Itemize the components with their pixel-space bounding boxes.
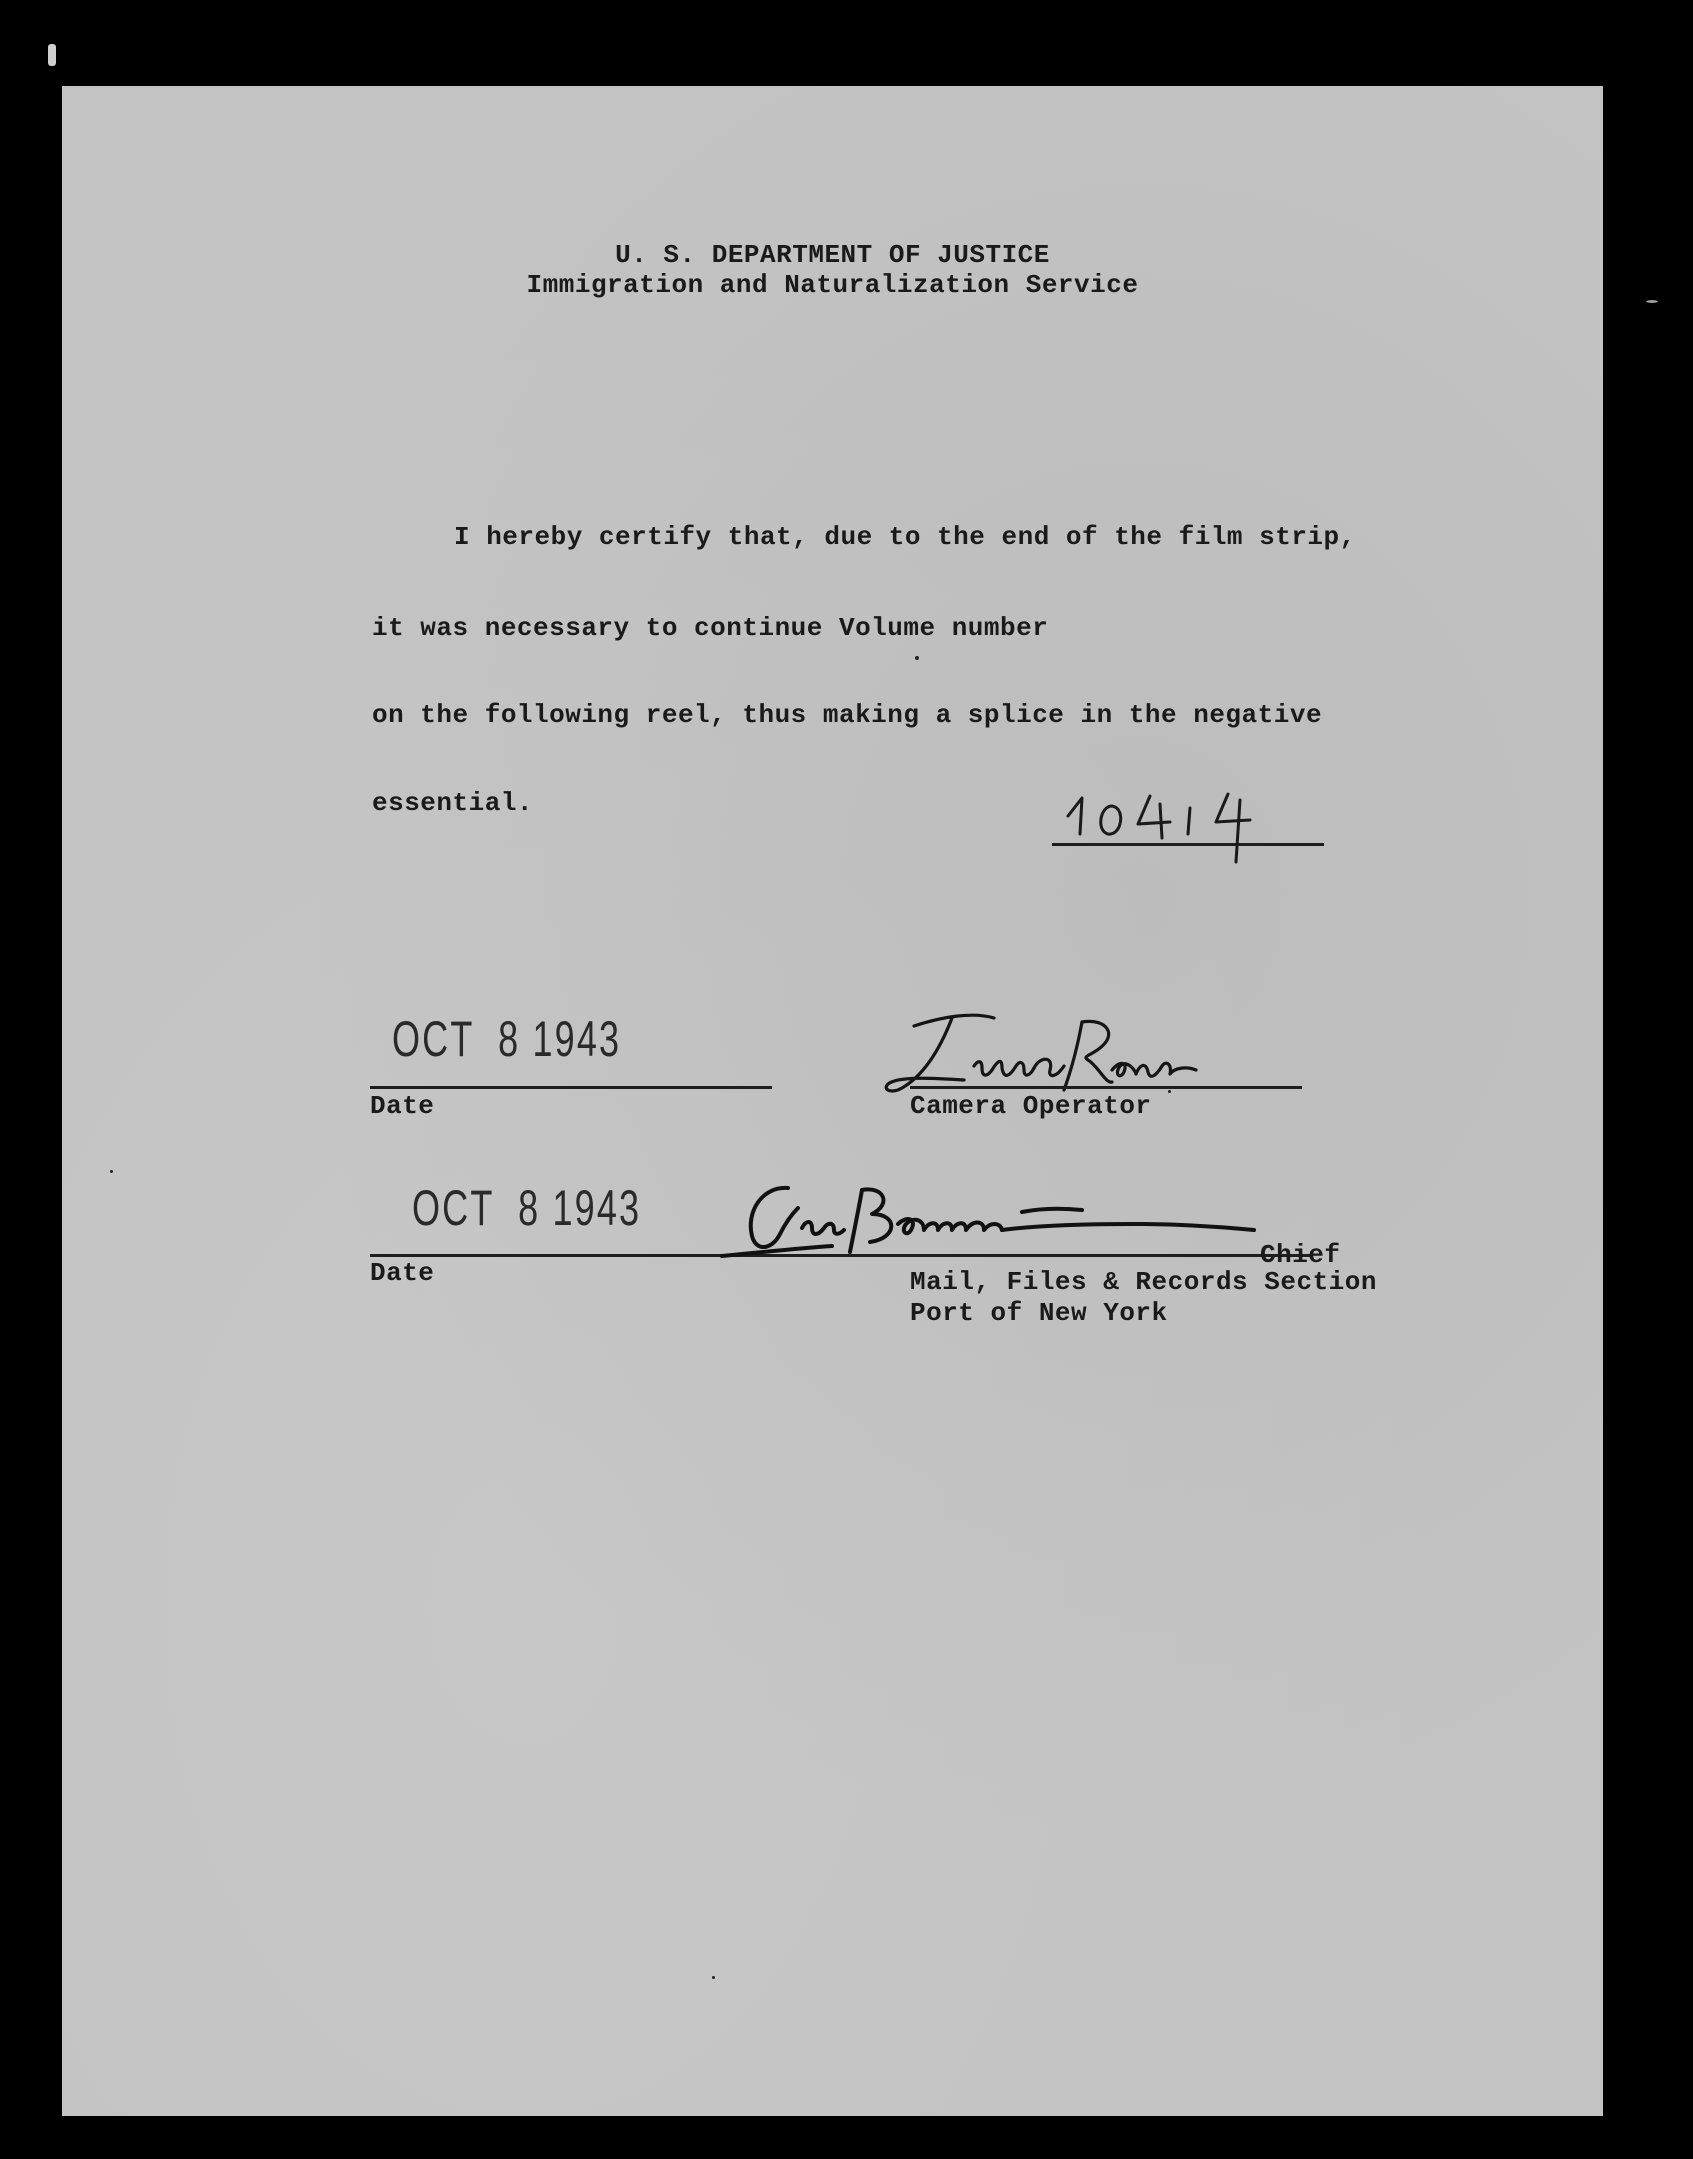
camera-operator-label: Camera Operator: [910, 1091, 1152, 1121]
operator-date-label: Date: [370, 1091, 435, 1121]
chief-department: Mail, Files & Records Section: [910, 1267, 1377, 1297]
agency-title: U. S. DEPARTMENT OF JUSTICE: [615, 240, 1050, 270]
document-page: [62, 86, 1603, 2116]
volume-number-handwritten: [1060, 776, 1320, 866]
certify-line-2: it was necessary to continue Volume number: [372, 613, 1049, 643]
chief-date-label: Date: [370, 1258, 435, 1288]
certify-line-1: I hereby certify that, due to the end of the film strip,: [454, 522, 1356, 552]
film-speck: [712, 1976, 715, 1979]
certify-line-3: on the following reel, thus making a splice in the negative: [372, 700, 1323, 730]
film-speck: [915, 656, 919, 660]
film-speck: [110, 1170, 113, 1173]
chief-port: Port of New York: [910, 1298, 1168, 1328]
operator-date-stamp: OCT 8 1943: [392, 1011, 622, 1067]
chief-signature: [702, 1168, 1282, 1278]
agency-subtitle: Immigration and Naturalization Service: [526, 270, 1139, 300]
film-scratch: [48, 44, 56, 66]
film-scratch: [1646, 300, 1658, 303]
certify-line-4: essential.: [372, 788, 534, 818]
operator-date-line: [370, 1086, 772, 1089]
chief-date-stamp: OCT 8 1943: [412, 1180, 642, 1236]
film-speck: [1168, 1090, 1171, 1093]
chief-title: Chief: [1260, 1240, 1341, 1270]
operator-signature-line: [910, 1086, 1302, 1089]
